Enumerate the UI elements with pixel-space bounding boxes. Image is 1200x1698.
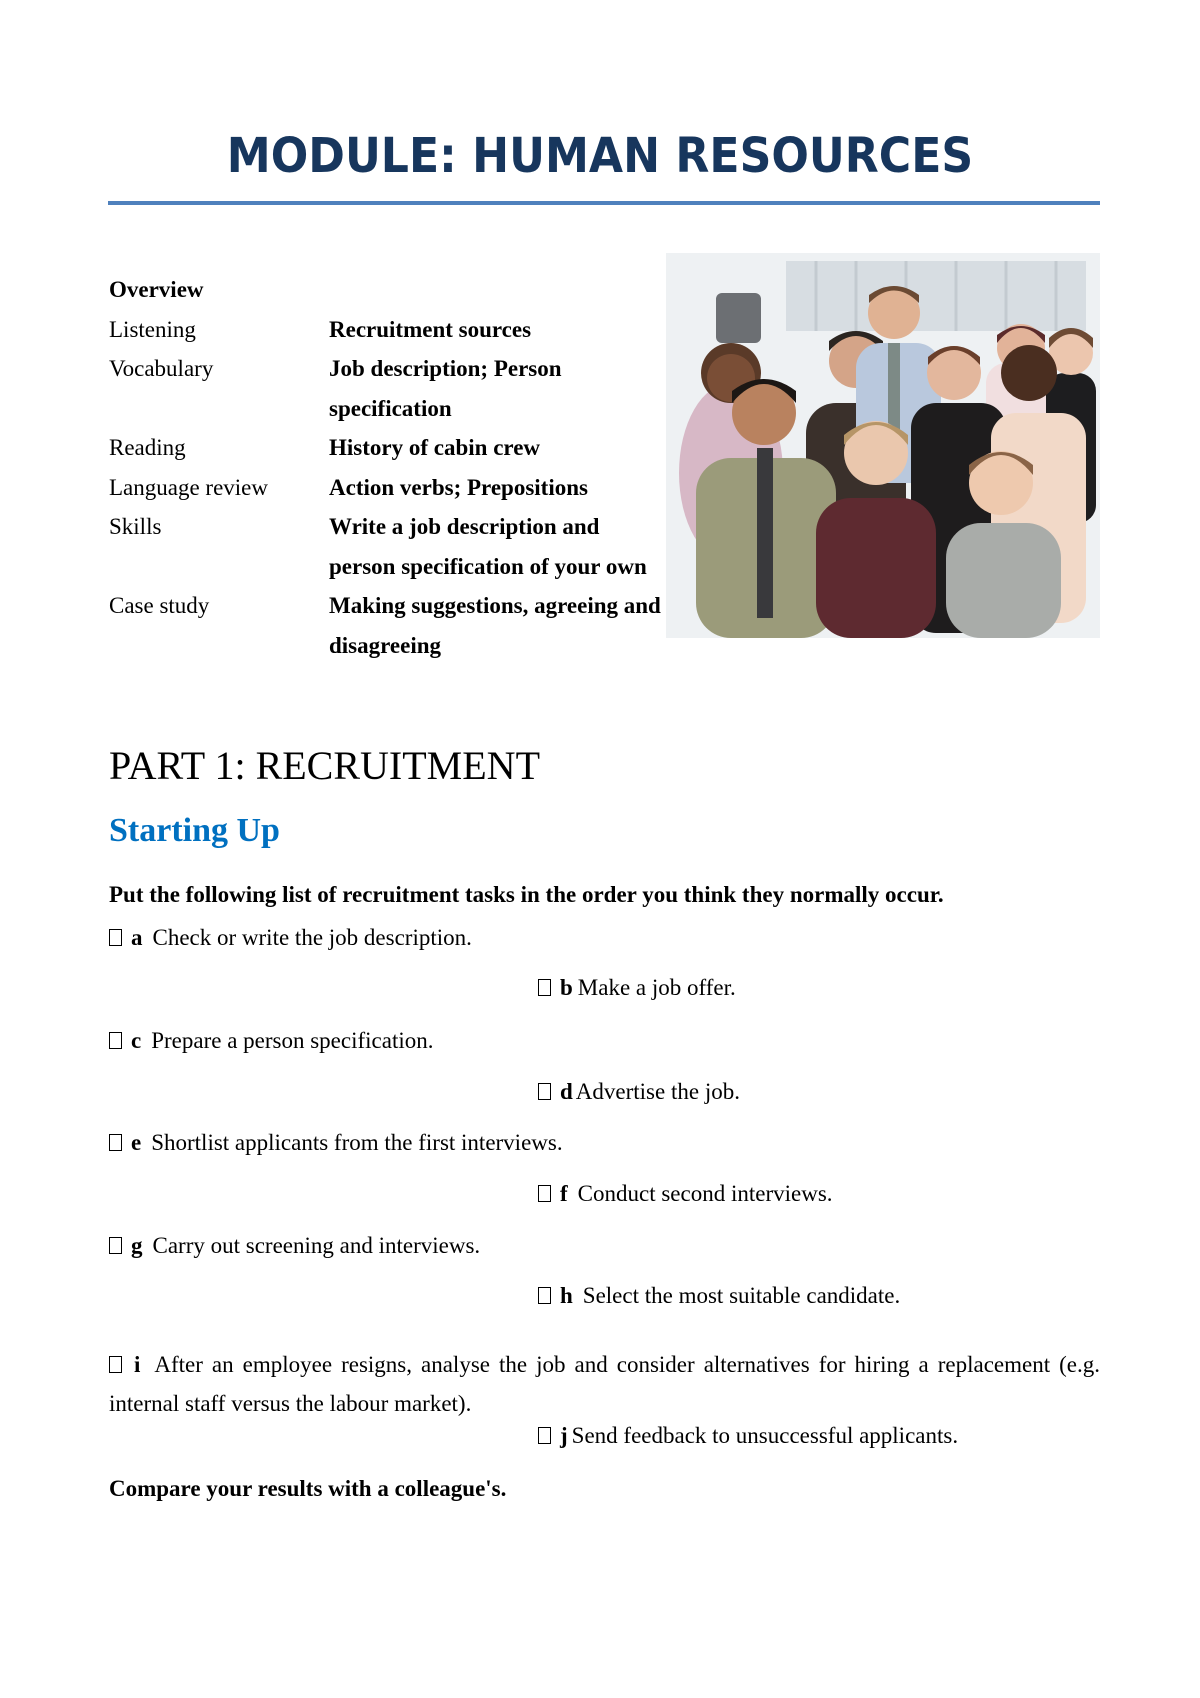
task-letter: h [560, 1283, 573, 1308]
task-letter: c [131, 1028, 142, 1053]
overview-heading: Overview [109, 277, 204, 302]
task-item-j [538, 1423, 958, 1449]
overview-row [109, 349, 674, 428]
task-item-g [109, 1233, 480, 1259]
overview-row [109, 310, 674, 350]
closing-instruction: Compare your results with a colleague's. [109, 1476, 507, 1501]
checkbox-icon[interactable] [109, 1032, 122, 1049]
overview-label: Language review [109, 474, 269, 500]
part-title: PART 1: RECRUITMENT [109, 743, 540, 788]
task-item-c [109, 1028, 434, 1054]
checkbox-icon[interactable] [538, 1185, 551, 1202]
task-letter: f [560, 1181, 568, 1206]
task-text: Carry out screening and interviews. [152, 1233, 481, 1258]
module-title: MODULE: HUMAN RESOURCES [226, 128, 974, 184]
checkbox-icon[interactable] [109, 1134, 122, 1151]
checkbox-icon[interactable] [538, 1083, 551, 1100]
task-letter: a [131, 925, 143, 950]
task-letter: g [131, 1233, 143, 1258]
task-item-a [109, 925, 472, 951]
overview-label: Listening [109, 316, 196, 342]
checkbox-icon[interactable] [538, 1427, 551, 1444]
overview-row [109, 586, 674, 665]
team-photo [666, 253, 1100, 638]
overview-row [109, 428, 674, 468]
task-text: Prepare a person specification. [151, 1028, 434, 1053]
task-item-d [538, 1079, 740, 1105]
overview-value: Recruitment sources [329, 316, 532, 342]
checkbox-icon[interactable] [109, 1356, 122, 1373]
overview-value: History of cabin crew [329, 435, 541, 460]
task-item-f [538, 1181, 833, 1207]
task-text: Make a job offer. [577, 975, 736, 1000]
task-item-h [538, 1283, 900, 1309]
checkbox-icon[interactable] [538, 1287, 551, 1304]
checkbox-icon[interactable] [109, 1237, 122, 1254]
overview-label: Skills [109, 514, 162, 539]
task-text: Advertise the job. [575, 1079, 740, 1104]
task-item-b [538, 975, 736, 1001]
overview-row [109, 507, 674, 586]
task-letter: b [560, 975, 573, 1000]
checkbox-icon[interactable] [538, 979, 551, 996]
team-photo-illustration [666, 253, 1100, 638]
task-text: Send feedback to unsuccessful applicants. [571, 1423, 959, 1448]
overview-table [109, 270, 674, 665]
task-text: After an employee resigns, analyse the job and consider alternatives for hiring a replacement (e.g. internal staff versus the labour market). [109, 1352, 1100, 1416]
task-letter: e [131, 1130, 142, 1155]
overview-value: Job description; Person specification [329, 356, 562, 421]
overview-value: Making suggestions, agreeing and disagreeing [329, 593, 661, 658]
task-item-e [109, 1130, 563, 1156]
task-letter: j [560, 1423, 568, 1448]
task-item-i [109, 1345, 1100, 1423]
task-text: Conduct second interviews. [577, 1181, 833, 1206]
overview-label: Vocabulary [109, 356, 214, 381]
task-instruction: Put the following list of recruitment tasks in the order you think they normally occur. [109, 882, 944, 907]
overview-value: Write a job description and person specification of your own [329, 514, 647, 579]
task-text: Check or write the job description. [152, 925, 472, 950]
checkbox-icon[interactable] [109, 929, 122, 946]
task-letter: d [560, 1079, 573, 1104]
overview-label: Reading [109, 435, 186, 460]
task-text: Shortlist applicants from the first interviews. [151, 1130, 563, 1155]
overview-row [109, 468, 674, 508]
title-divider [108, 201, 1100, 205]
section-heading: Starting Up [109, 812, 280, 849]
overview-value: Action verbs; Prepositions [329, 474, 588, 500]
task-letter: i [134, 1352, 141, 1377]
overview-label: Case study [109, 593, 210, 618]
task-text: Select the most suitable candidate. [582, 1283, 901, 1308]
